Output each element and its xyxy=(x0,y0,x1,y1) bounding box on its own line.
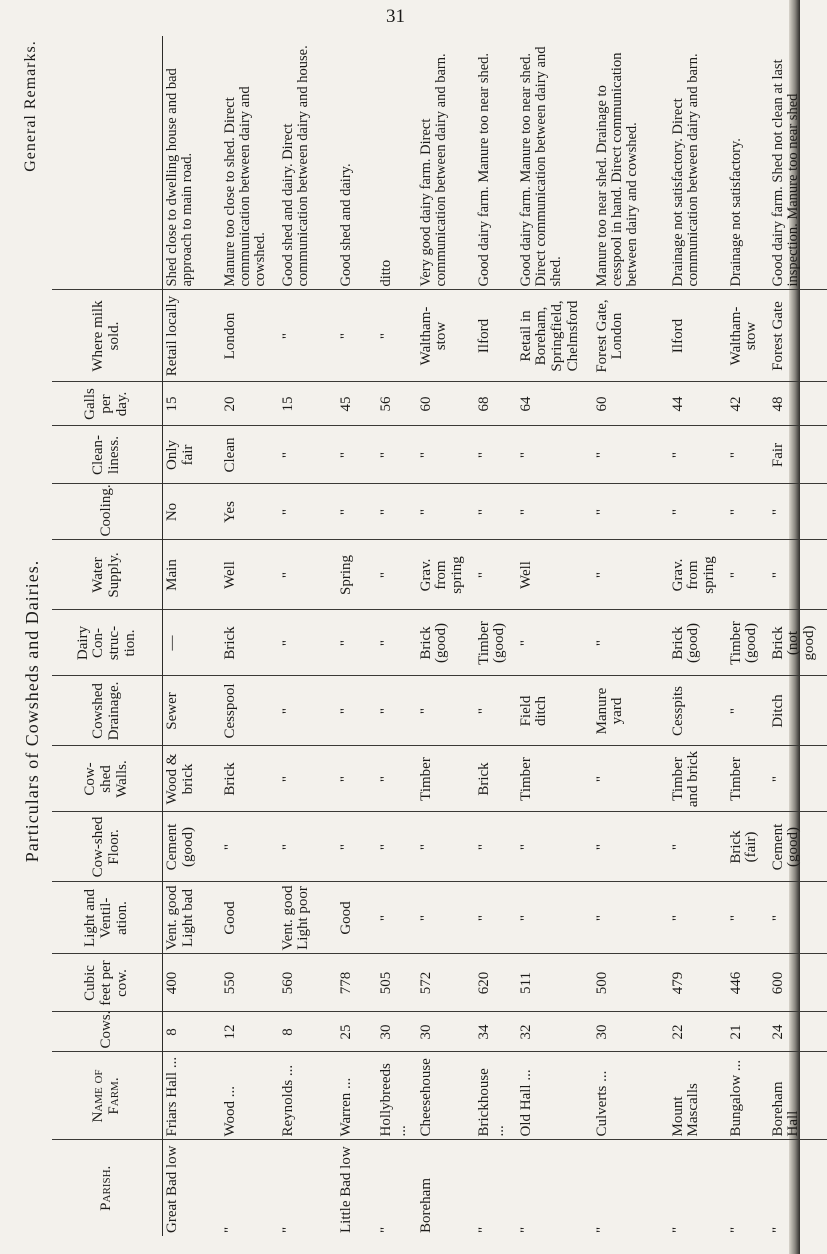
cell-clean: " xyxy=(475,426,517,484)
cell-drainage: Cesspool xyxy=(221,676,279,746)
cell-sold: " xyxy=(337,290,377,382)
cell-remarks: Good dairy farm. Manure too near shed. xyxy=(475,36,517,290)
cell-remarks: Very good dairy farm. Direct communication between dairy and barn. xyxy=(417,36,475,290)
cell-galls: 15 xyxy=(163,382,221,426)
cell-farm: Friars Hall ... xyxy=(163,1052,221,1140)
cell-galls: 64 xyxy=(517,382,593,426)
table-row xyxy=(279,36,337,1236)
header-row xyxy=(52,36,163,1236)
cell-floor: " xyxy=(221,812,279,882)
cell-sold: Retail locally xyxy=(163,290,221,382)
cell-parish: " xyxy=(377,1226,394,1233)
cell-dairy: " xyxy=(517,610,593,676)
cell-drainage: Sewer xyxy=(163,676,221,746)
cell-clean: Fair xyxy=(769,426,827,484)
cell-floor: Brick (fair) xyxy=(727,812,769,882)
table-row xyxy=(669,36,727,1236)
cell-cooling: " xyxy=(669,484,727,540)
cell-parish: Boreham xyxy=(417,1178,434,1233)
cell-drainage: Manure yard xyxy=(593,676,669,746)
cell-cows: 30 xyxy=(377,1012,417,1052)
cell-cubic: 479 xyxy=(669,954,727,1012)
cell-light: Vent. good Light bad xyxy=(163,882,221,954)
cell-walls: Timber xyxy=(517,746,593,812)
table-row xyxy=(475,36,517,1236)
cell-cubic: 446 xyxy=(727,954,769,1012)
cell-sold: Forest Gate xyxy=(769,290,827,382)
cell-farm: Wood ... xyxy=(221,1052,279,1140)
cell-water: Grav. from spring xyxy=(417,540,475,610)
cell-light: " xyxy=(593,882,669,954)
cell-light: Good xyxy=(337,882,377,954)
table-row xyxy=(337,36,377,1236)
cell-galls: 42 xyxy=(727,382,769,426)
cell-galls: 68 xyxy=(475,382,517,426)
cell-cows: 8 xyxy=(279,1012,337,1052)
cell-drainage: " xyxy=(337,676,377,746)
header-remarks xyxy=(52,36,163,290)
cell-drainage: " xyxy=(377,676,417,746)
cell-light: Good xyxy=(221,882,279,954)
cell-cubic: 500 xyxy=(593,954,669,1012)
cell-farm: Bungalow ... xyxy=(727,1052,769,1140)
cell-galls: 60 xyxy=(417,382,475,426)
cell-parish: " xyxy=(517,1226,534,1233)
cell-cooling: " xyxy=(417,484,475,540)
cell-cubic: 572 xyxy=(417,954,475,1012)
cell-parish: " xyxy=(221,1226,238,1233)
cell-dairy: " xyxy=(337,610,377,676)
cell-galls: 20 xyxy=(221,382,279,426)
cell-clean: " xyxy=(417,426,475,484)
cell-cooling: " xyxy=(475,484,517,540)
cell-cows: 22 xyxy=(669,1012,727,1052)
header-cows: Cows. xyxy=(52,1012,163,1052)
cell-farm: Old Hall ... xyxy=(517,1052,593,1140)
cell-cooling: Yes xyxy=(221,484,279,540)
cell-cows: 25 xyxy=(337,1012,377,1052)
cell-floor: Cement (good) xyxy=(163,812,221,882)
cell-water: Main xyxy=(163,540,221,610)
cell-sold: Waltham-stow xyxy=(727,290,769,382)
cell-cooling: " xyxy=(769,484,827,540)
cell-remarks: Drainage not satisfactory. xyxy=(727,36,769,290)
cell-parish: " xyxy=(769,1226,786,1233)
cell-cubic: 505 xyxy=(377,954,417,1012)
header-drainage: Cowshed Drainage. xyxy=(52,676,163,746)
cell-dairy: Brick (good) xyxy=(669,610,727,676)
cell-drainage: " xyxy=(279,676,337,746)
cell-farm: Brickhouse ... xyxy=(475,1052,517,1140)
cell-walls: " xyxy=(337,746,377,812)
cell-water: Grav. from spring xyxy=(669,540,727,610)
rotated-table-stage xyxy=(20,36,817,1236)
cell-parish: " xyxy=(669,1226,686,1233)
cell-clean: " xyxy=(517,426,593,484)
cell-dairy: Brick xyxy=(221,610,279,676)
cell-farm: Hollybreeds ... xyxy=(377,1052,417,1140)
header-cooling: Cooling. xyxy=(52,484,163,540)
cell-floor: " xyxy=(337,812,377,882)
cell-light: " xyxy=(769,882,827,954)
cell-sold: " xyxy=(377,290,417,382)
cell-farm: Warren ... xyxy=(337,1052,377,1140)
cell-galls: 44 xyxy=(669,382,727,426)
cell-cows: 24 xyxy=(769,1012,827,1052)
cell-dairy: " xyxy=(593,610,669,676)
cell-remarks: Good shed and dairy. Direct communication between dairy and house. xyxy=(279,36,337,290)
cell-clean: Clean xyxy=(221,426,279,484)
header-light: Light and Ventil-ation. xyxy=(52,882,163,954)
header-galls: Galls per day. xyxy=(52,382,163,426)
cell-water: " xyxy=(377,540,417,610)
cell-water: " xyxy=(279,540,337,610)
cell-water: " xyxy=(769,540,827,610)
cell-water: Well xyxy=(517,540,593,610)
header-farm: Name of Farm. xyxy=(52,1052,163,1140)
cell-drainage: Field ditch xyxy=(517,676,593,746)
cell-light: " xyxy=(377,882,417,954)
cell-clean: " xyxy=(279,426,337,484)
cell-dairy: Timber (good) xyxy=(475,610,517,676)
cell-walls: Timber xyxy=(417,746,475,812)
cell-clean: " xyxy=(593,426,669,484)
table-row xyxy=(593,36,669,1236)
cell-cubic: 550 xyxy=(221,954,279,1012)
cell-cubic: 400 xyxy=(163,954,221,1012)
cell-floor: " xyxy=(377,812,417,882)
cell-parish: " xyxy=(593,1226,610,1233)
table-row xyxy=(417,36,475,1236)
cell-water: Spring xyxy=(337,540,377,610)
cell-remarks: Good dairy farm. Manure too near shed. Direct communication between dairy and shed. xyxy=(517,36,593,290)
cell-dairy: " xyxy=(279,610,337,676)
cell-water: " xyxy=(475,540,517,610)
cell-dairy: Brick (good) xyxy=(417,610,475,676)
cell-parish: Little Bad low xyxy=(337,1146,354,1233)
cell-parish: " xyxy=(727,1226,744,1233)
cell-remarks: Manure too near shed. Drainage to cesspool in hand. Direct communication between dairy and cowshed. xyxy=(593,36,669,290)
cell-galls: 48 xyxy=(769,382,827,426)
table-title: Particulars of Cowsheds and Dairies. xyxy=(22,559,42,863)
cell-sold: Ilford xyxy=(475,290,517,382)
cell-light: " xyxy=(475,882,517,954)
cell-dairy: Brick (not good) xyxy=(769,610,827,676)
cell-cows: 30 xyxy=(593,1012,669,1052)
cowsheds-table xyxy=(52,36,827,1236)
cell-walls: Timber and brick xyxy=(669,746,727,812)
cell-clean: " xyxy=(337,426,377,484)
cell-floor: " xyxy=(669,812,727,882)
cell-walls: Brick xyxy=(475,746,517,812)
cell-clean: " xyxy=(727,426,769,484)
cell-floor: Cement (good) xyxy=(769,812,827,882)
cell-cubic: 600 xyxy=(769,954,827,1012)
cell-remarks: Good shed and dairy. xyxy=(337,36,377,290)
cell-farm: Mount Mascalls xyxy=(669,1052,727,1140)
cell-clean: " xyxy=(669,426,727,484)
cell-galls: 56 xyxy=(377,382,417,426)
header-sold: Where milk sold. xyxy=(52,290,163,382)
cell-cows: 12 xyxy=(221,1012,279,1052)
cell-clean: " xyxy=(377,426,417,484)
cell-cooling: " xyxy=(377,484,417,540)
cell-floor: " xyxy=(517,812,593,882)
cell-parish: Great Bad low xyxy=(164,1145,180,1233)
table-row xyxy=(163,36,221,1236)
cell-farm: Cheesehouse xyxy=(417,1052,475,1140)
cell-cows: 34 xyxy=(475,1012,517,1052)
cell-dairy: — xyxy=(163,610,221,676)
cell-drainage: Ditch xyxy=(769,676,827,746)
cell-remarks: ditto xyxy=(377,36,417,290)
table-row xyxy=(727,36,769,1236)
rotated-table xyxy=(20,36,817,1236)
cell-drainage: Cesspits xyxy=(669,676,727,746)
cell-light: " xyxy=(727,882,769,954)
cell-cows: 30 xyxy=(417,1012,475,1052)
cell-cooling: " xyxy=(279,484,337,540)
cell-remarks: Manure too close to shed. Direct communication between dairy and cowshed. xyxy=(221,36,279,290)
cell-walls: " xyxy=(279,746,337,812)
table-row xyxy=(221,36,279,1236)
cell-floor: " xyxy=(417,812,475,882)
cell-dairy: Timber (good) xyxy=(727,610,769,676)
page-number: 31 xyxy=(386,6,405,27)
cell-cooling: " xyxy=(517,484,593,540)
cell-remarks: Good dairy farm. Shed not clean at last inspection. Manure too near shed xyxy=(769,36,827,290)
cell-parish: " xyxy=(475,1226,492,1233)
cell-clean: Only fair xyxy=(163,426,221,484)
cell-cooling: No xyxy=(163,484,221,540)
header-clean: Clean-liness. xyxy=(52,426,163,484)
header-floor: Cow-shed Floor. xyxy=(52,812,163,882)
cell-walls: " xyxy=(769,746,827,812)
cell-floor: " xyxy=(593,812,669,882)
table-row xyxy=(517,36,593,1236)
cell-cubic: 560 xyxy=(279,954,337,1012)
cell-sold: Waltham-stow xyxy=(417,290,475,382)
cell-walls: Brick xyxy=(221,746,279,812)
cell-light: " xyxy=(669,882,727,954)
cell-walls: Wood & brick xyxy=(163,746,221,812)
header-dairy: Dairy Con-struc-tion. xyxy=(52,610,163,676)
cell-galls: 60 xyxy=(593,382,669,426)
remarks-title: General Remarks. xyxy=(22,40,39,172)
cell-galls: 45 xyxy=(337,382,377,426)
cell-cows: 8 xyxy=(163,1012,221,1052)
cell-sold: Retail in Boreham, Springfield, Chelmsford xyxy=(517,290,593,382)
table-row xyxy=(769,36,827,1236)
header-walls: Cow-shed Walls. xyxy=(52,746,163,812)
cell-cubic: 620 xyxy=(475,954,517,1012)
cell-parish: " xyxy=(279,1226,296,1233)
header-parish: Parish. xyxy=(52,1140,163,1236)
cell-sold: London xyxy=(221,290,279,382)
header-cubic: Cubic feet per cow. xyxy=(52,954,163,1012)
cell-walls: " xyxy=(593,746,669,812)
cell-dairy: " xyxy=(377,610,417,676)
cell-farm: Boreham Hall xyxy=(769,1052,827,1140)
cell-drainage: " xyxy=(475,676,517,746)
cell-drainage: " xyxy=(727,676,769,746)
cell-water: " xyxy=(593,540,669,610)
cell-light: Vent. good Light poor xyxy=(279,882,337,954)
cell-floor: " xyxy=(475,812,517,882)
table-row xyxy=(377,36,417,1236)
cell-cooling: " xyxy=(727,484,769,540)
cell-light: " xyxy=(417,882,475,954)
cell-sold: " xyxy=(279,290,337,382)
cell-walls: Timber xyxy=(727,746,769,812)
cell-galls: 15 xyxy=(279,382,337,426)
cell-drainage: " xyxy=(417,676,475,746)
cell-water: Well xyxy=(221,540,279,610)
cell-farm: Culverts ... xyxy=(593,1052,669,1140)
cell-light: " xyxy=(517,882,593,954)
cell-cooling: " xyxy=(593,484,669,540)
header-water: Water Supply. xyxy=(52,540,163,610)
cell-cubic: 778 xyxy=(337,954,377,1012)
cell-cows: 32 xyxy=(517,1012,593,1052)
cell-remarks: Shed close to dwelling house and bad approach to main road. xyxy=(163,36,221,290)
cell-farm: Reynolds ... xyxy=(279,1052,337,1140)
cell-floor: " xyxy=(279,812,337,882)
cell-sold: Ilford xyxy=(669,290,727,382)
cell-sold: Forest Gate, London xyxy=(593,290,669,382)
cell-cubic: 511 xyxy=(517,954,593,1012)
cell-remarks: Drainage not satisfactory. Direct communication between dairy and barn. xyxy=(669,36,727,290)
cell-walls: " xyxy=(377,746,417,812)
cell-cooling: " xyxy=(337,484,377,540)
cell-cows: 21 xyxy=(727,1012,769,1052)
cell-water: " xyxy=(727,540,769,610)
